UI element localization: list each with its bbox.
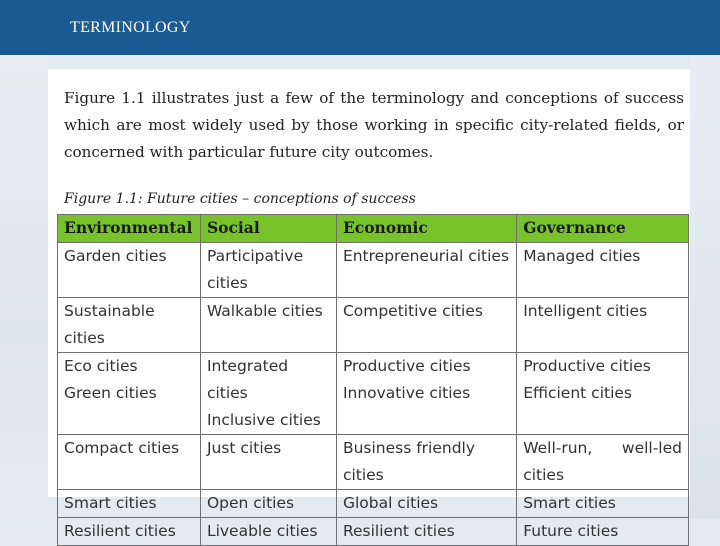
table-header-row xyxy=(58,215,689,243)
cell-text: cities xyxy=(523,466,565,484)
conceptions-table xyxy=(57,214,689,546)
cell-text: Business friendly cities xyxy=(342,439,476,484)
cell-text: Future cities xyxy=(523,522,619,540)
table-cell-governance xyxy=(517,518,689,546)
slide-title: TERMINOLOGY xyxy=(70,19,191,36)
table-cell-environmental xyxy=(58,298,201,353)
table-cell-governance xyxy=(517,298,689,353)
cell-text: Garden cities xyxy=(64,247,167,265)
background-left-panel xyxy=(0,55,48,519)
cell-text: Innovative cities xyxy=(342,384,471,402)
table-cell-economic xyxy=(336,353,516,435)
cell-text: Managed cities xyxy=(523,247,641,265)
table-cell-economic xyxy=(336,518,516,546)
cell-text: Green cities xyxy=(64,384,157,402)
table-cell-social xyxy=(200,490,336,518)
figure-caption: Figure 1.1: Future cities – conceptions of success xyxy=(64,191,416,207)
table-row xyxy=(58,298,689,353)
cell-text: Efficient cities xyxy=(523,384,632,402)
table-cell-economic xyxy=(336,435,516,490)
table-cell-economic xyxy=(336,490,516,518)
table-cell-environmental xyxy=(58,435,201,490)
cell-text: Productive cities xyxy=(523,357,651,375)
table-row xyxy=(58,353,689,435)
cell-text: Just cities xyxy=(206,439,282,457)
cell-text: Well-run, well-led xyxy=(523,439,682,457)
cell-text: Integrated cities xyxy=(206,357,289,402)
header-governance: Governance xyxy=(517,215,689,243)
cell-text: Compact cities xyxy=(64,439,180,457)
table-cell-environmental xyxy=(58,490,201,518)
table-cell-economic xyxy=(336,298,516,353)
header-social: Social xyxy=(200,215,336,243)
background-right-panel xyxy=(690,55,720,519)
cell-text: Global cities xyxy=(342,494,439,512)
header-economic: Economic xyxy=(336,215,516,243)
cell-text: Competitive cities xyxy=(342,302,483,320)
cell-text: Productive cities xyxy=(342,357,471,375)
table-cell-social xyxy=(200,518,336,546)
table-cell-governance xyxy=(517,353,689,435)
cell-text: Walkable cities xyxy=(206,302,323,320)
table-cell-environmental xyxy=(58,353,201,435)
table-cell-environmental xyxy=(58,243,201,298)
cell-text: Open cities xyxy=(206,494,295,512)
cell-text: Intelligent cities xyxy=(523,302,648,320)
cell-text: Inclusive cities xyxy=(206,411,321,429)
table-cell-social xyxy=(200,243,336,298)
header-environmental: Environmental xyxy=(58,215,201,243)
table-body xyxy=(58,243,689,546)
cell-text: Resilient cities xyxy=(64,522,176,540)
table-cell-social xyxy=(200,435,336,490)
cell-text: Smart cities xyxy=(64,494,157,512)
table-cell-governance xyxy=(517,435,689,490)
title-bar xyxy=(0,0,720,55)
cell-text: Entrepreneurial cities xyxy=(342,247,510,265)
table-row xyxy=(58,490,689,518)
table-row xyxy=(58,435,689,490)
table-row xyxy=(58,243,689,298)
table-cell-economic xyxy=(336,243,516,298)
cell-text: Sustainable cities xyxy=(64,302,155,347)
table-row xyxy=(58,518,689,546)
table-cell-environmental xyxy=(58,518,201,546)
cell-text: Smart cities xyxy=(523,494,616,512)
cell-text: Participative xyxy=(206,247,304,265)
cell-text: Eco cities xyxy=(64,357,138,375)
intro-paragraph: Figure 1.1 illustrates just a few of the terminology and conceptions of success which are most widely used by those working in specific city-related fields, or concerned with particular future city outcomes. xyxy=(64,89,684,161)
cell-text: Resilient cities xyxy=(342,522,455,540)
table-cell-governance xyxy=(517,243,689,298)
table-cell-social xyxy=(200,298,336,353)
cell-text: cities xyxy=(206,274,248,292)
cell-text: Liveable cities xyxy=(206,522,318,540)
table-cell-social xyxy=(200,353,336,435)
table-cell-governance xyxy=(517,490,689,518)
